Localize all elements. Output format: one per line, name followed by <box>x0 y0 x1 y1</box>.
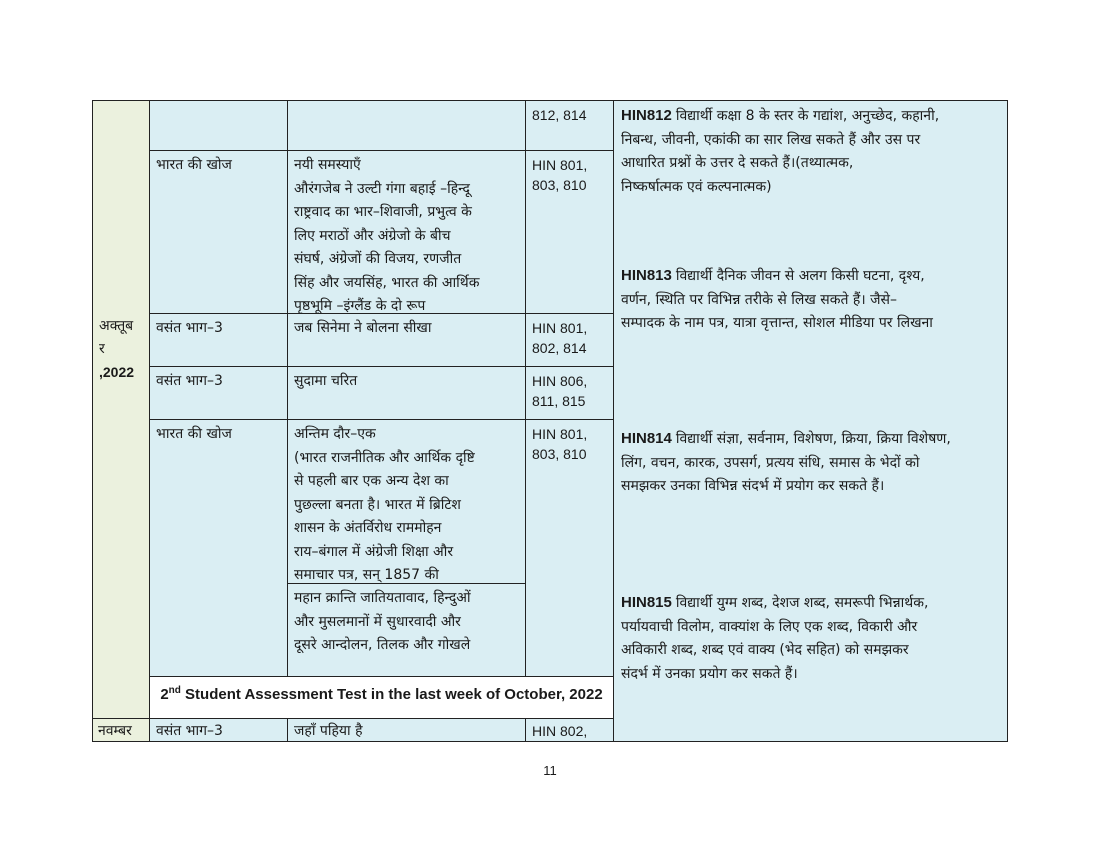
book-name-row6: वसंत भाग–3 <box>156 723 223 739</box>
book-name-row3: वसंत भाग–3 <box>156 320 223 336</box>
outcome-hin814-line-2: लिंग, वचन, कारक, उपसर्ग, प्रत्यय संधि, समास के भेदों को <box>621 454 920 471</box>
chapter-row5-line-5: शासन के अंतर्विरोध राममोहन <box>294 520 442 536</box>
chapter-row5-line-6: राय–बंगाल में अंग्रेजी शिक्षा और <box>294 543 454 560</box>
outcome-hin812-line-2: निबन्ध, जीवनी, एकांकी का सार लिख सकते हैं और उस पर <box>621 131 921 148</box>
chapter-row2-line-4: लिए मराठों और अंग्रेजो के बीच <box>294 227 451 244</box>
chapter-row5-line-1: अन्तिम दौर–एक <box>294 426 376 442</box>
assessment-ordinal: 2 <box>160 686 169 703</box>
codes-cell-row6 <box>525 718 614 742</box>
codes-cell-row1 <box>525 100 614 151</box>
assessment-test-cell <box>149 676 614 719</box>
outcome-hin815-line-3: अविकारी शब्द, शब्द एवं वाक्य (भेद सहित) को समझकर <box>621 642 909 658</box>
chapter-row3: जब सिनेमा ने बोलना सीखा <box>294 320 432 336</box>
chapter-row2-line-2: औरंगजेब ने उल्टी गंगा बहाई –हिन्दू <box>294 180 470 197</box>
month-label-line-1: अक्तूब <box>99 318 134 334</box>
outcome-hin813-code: HIN813 <box>621 267 672 284</box>
outcome-hin815-line-1: विद्यार्थी युग्म शब्द, देशज शब्द, समरूपी भिन्नार्थक, <box>675 595 929 611</box>
outcome-hin814-code: HIN814 <box>621 430 672 447</box>
chapter-cell-row3 <box>287 313 526 367</box>
outcome-hin815-code: HIN815 <box>621 594 672 611</box>
outcome-hin815-line-4: संदर्भ में उनका प्रयोग कर सकते हैं। <box>621 665 798 682</box>
month-label-year: ,2022 <box>99 364 135 380</box>
outcome-hin815-line-2: पर्यायवाची विलोम, वाक्यांश के लिए एक शब्द, विकारी और <box>621 618 918 635</box>
outcome-hin814-line-3: समझकर उनका विभिन्न संदर्भ में प्रयोग कर सकते हैं। <box>621 478 885 494</box>
book-name-row4: वसंत भाग–3 <box>156 373 223 389</box>
outcome-hin812-code: HIN812 <box>621 107 672 124</box>
codes-row4-line-1: HIN 806, <box>532 373 588 389</box>
month-cell-november <box>92 718 150 742</box>
chapter-cell-row2 <box>287 150 526 314</box>
book-name-row2: भारत की खोज <box>156 157 232 173</box>
outcome-hin813-line-3: सम्पादक के नाम पत्र, यात्रा वृत्तान्त, सोशल मीडिया पर लिखना <box>621 315 933 331</box>
codes-row4-line-2: 811, 815 <box>532 393 586 409</box>
chapter-row2-line-6: सिंह और जयसिंह, भारत की आर्थिक <box>294 274 480 291</box>
chapter-cell-row5-top <box>287 419 526 584</box>
chapter-row5-line-9: और मुसलमानों में सुधारवादी और <box>294 613 461 630</box>
chapter-row5-line-2: (भारत राजनीतिक और आर्थिक दृष्टि <box>294 449 475 466</box>
chapter-row6: जहाँ पहिया है <box>294 723 363 739</box>
chapter-row2-line-7: पृष्ठभूमि –इंग्लैंड के दो रूप <box>294 298 426 314</box>
outcome-hin814 <box>621 427 1006 499</box>
book-cell-row4 <box>149 366 288 420</box>
outcome-hin815 <box>621 591 1006 686</box>
outcome-hin812-line-1: विद्यार्थी कक्षा 8 के स्तर के गद्यांश, अनुच्छेद, कहानी, <box>675 108 940 124</box>
chapter-cell-row5-bottom <box>287 583 526 677</box>
codes-cell-row5 <box>525 419 614 677</box>
codes-cell-row3 <box>525 313 614 367</box>
outcome-hin813 <box>621 264 1006 336</box>
book-cell-row2 <box>149 150 288 314</box>
codes-row5-line-1: HIN 801, <box>532 426 588 442</box>
assessment-ordinal-suffix: nd <box>168 685 181 696</box>
chapter-cell-row6 <box>287 718 526 742</box>
month-label-line-2: र <box>99 341 105 357</box>
outcome-hin813-line-1: विद्यार्थी दैनिक जीवन से अलग किसी घटना, दृश्य, <box>675 268 925 284</box>
chapter-cell-row1 <box>287 100 526 151</box>
codes-cell-row4 <box>525 366 614 420</box>
chapter-row4: सुदामा चरित <box>294 373 358 389</box>
codes-row3-line-2: 802, 814 <box>532 340 587 356</box>
assessment-text: Student Assessment Test in the last week of October, 2022 <box>180 686 603 703</box>
chapter-cell-row4 <box>287 366 526 420</box>
codes-row6-line-1: HIN 802, <box>532 723 588 739</box>
outcome-hin814-line-1: विद्यार्थी संज्ञा, सर्वनाम, विशेषण, क्रिया, क्रिया विशेषण, <box>675 431 951 447</box>
page-number: 11 <box>543 763 557 778</box>
chapter-row5-line-10: दूसरे आन्दोलन, तिलक और गोखले <box>294 637 471 653</box>
codes-row2-line-1: HIN 801, <box>532 157 588 173</box>
codes-cell-row2 <box>525 150 614 314</box>
book-name-row5: भारत की खोज <box>156 426 232 442</box>
chapter-row2-line-5: संघर्ष, अंग्रेजों की विजय, रणजीत <box>294 251 462 267</box>
outcome-hin813-line-2: वर्णन, स्थिति पर विभिन्न तरीके से लिख सकते हैं। जैसे– <box>621 291 897 308</box>
learning-outcomes-cell <box>613 100 1008 742</box>
month-label-november: नवम्बर <box>98 723 132 739</box>
book-cell-row6 <box>149 718 288 742</box>
codes-row2-line-2: 803, 810 <box>532 177 587 193</box>
outcome-hin812-line-3: आधारित प्रश्नों के उत्तर दे सकते हैं।(तथ्यात्मक, <box>621 155 854 171</box>
codes-row5-line-2: 803, 810 <box>532 446 587 462</box>
outcome-hin812-line-4: निष्कर्षात्मक एवं कल्पनात्मक) <box>621 178 772 195</box>
month-cell-october <box>92 100 150 719</box>
chapter-row5-line-8: महान क्रान्ति जातियतावाद, हिन्दुओं <box>294 590 471 606</box>
book-cell-row3 <box>149 313 288 367</box>
chapter-row2-line-1: नयी समस्याएँ <box>294 157 361 173</box>
codes-row1-line-1: 812, 814 <box>532 107 587 123</box>
outcome-hin812 <box>621 104 1006 199</box>
chapter-row5-line-7: समाचार पत्र, सन् 1857 की <box>294 567 439 583</box>
codes-row3-line-1: HIN 801, <box>532 320 588 336</box>
book-cell-row1 <box>149 100 288 151</box>
chapter-row5-line-4: पुछल्ला बनता है। भारत में ब्रिटिश <box>294 496 461 513</box>
chapter-row5-line-3: से पहली बार एक अन्य देश का <box>294 473 449 489</box>
chapter-row2-line-3: राष्ट्रवाद का भार–शिवाजी, प्रभुत्व के <box>294 204 472 220</box>
book-cell-row5 <box>149 419 288 677</box>
